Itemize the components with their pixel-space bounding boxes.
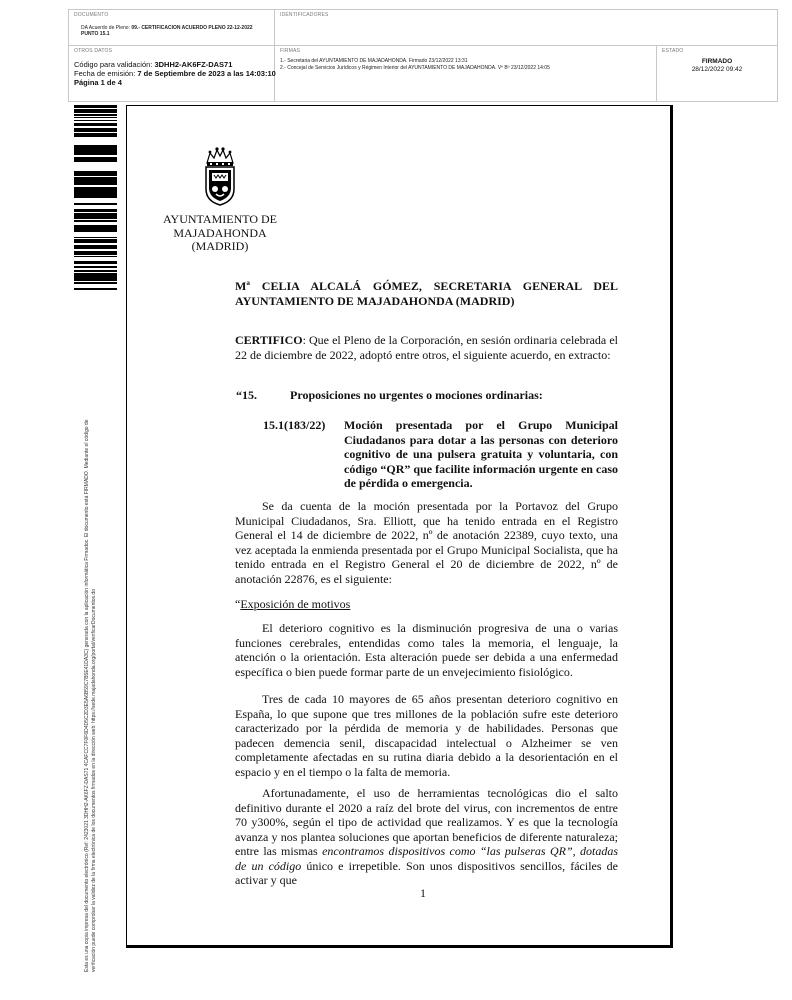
barcode-bar (74, 182, 117, 185)
paragraph-1: Se da cuenta de la moción presentada por la Portavoz del Grupo Municipal Ciudadanos, Sra. Elliott, que ha tenido entrada en el Registro General el 14 de diciembre de 2022, nº de anotación 22389, cuyo texto, una vez aceptada la enmienda presentada por el Grupo Municipal Socialista, que ha tenido entrada en el Registro General el 20 de diciembre de 2022, nº de anotación 22876, es el siguiente: (235, 499, 618, 586)
documento-prefix: DA Acuerdo de Pleno: (81, 25, 132, 31)
barcode-bar (74, 115, 117, 116)
page-number: 1 (420, 886, 426, 900)
documento-cell (69, 10, 275, 46)
otros-datos-text (74, 60, 276, 87)
pagina-indicator: Página 1 de 4 (74, 78, 122, 87)
barcode-bar (74, 241, 117, 242)
codigo-label: Código para validación: (74, 60, 155, 69)
barcode-bar (74, 288, 117, 289)
documento-text (81, 25, 271, 37)
codigo-value[interactable]: 3DHH2-AK6FZ-DAS71 (154, 60, 233, 69)
barcode-bar (74, 120, 117, 121)
otros-datos-cell (69, 46, 275, 101)
barcode-bar (74, 237, 117, 238)
barcode-bar (74, 181, 117, 182)
identificadores-cell (275, 10, 777, 46)
barcode-bar (74, 275, 117, 276)
barcode-bar (74, 209, 117, 212)
barcode-bar (74, 177, 117, 178)
firmas-label: FIRMAS (280, 48, 301, 54)
barcode-bar (74, 133, 117, 134)
verification-margin-text (84, 420, 98, 973)
barcode-bar (74, 171, 117, 173)
barcode-bar (74, 289, 117, 290)
barcode-bar (74, 190, 117, 192)
margin-line-1: Esta es una copia impresa del documento electrónico (Ref: 2423021 3DHH2-AK6FZ-DAS71 4CAFCC7F0F6D4D5C2D3E5A6B59C7B5E41DA3C) generada con la aplicación informática Firmadoc. El documento está FIRMADO. Mediante el código de (84, 419, 90, 972)
barcode-bar (74, 128, 117, 131)
barcode-bar (74, 254, 117, 255)
barcode-bar (74, 216, 117, 219)
barcode-bar (74, 123, 117, 125)
barcode-bar (74, 131, 117, 132)
paragraph-4-part-a: Afortunadamente, el uso de herramientas tecnológicas dio el salto definitivo durante el 2020 a raíz del brote del virus, con incrementos de entre 70 y300%, según el tipo de actividad que realizamos. Y es que la tecnología avanza y nos plantea soluciones que aportan beneficios de diferente naturaleza; entre las mismas (235, 786, 618, 858)
coat-of-arms-logo (201, 145, 239, 207)
firmas-cell (275, 46, 657, 101)
barcode-bar (74, 227, 117, 230)
proposition-number: “15. (236, 388, 257, 402)
barcode-bar (74, 245, 117, 246)
barcode-bar (74, 193, 117, 195)
proposition-title: Proposiciones no urgentes o mociones ordinarias: (290, 388, 543, 402)
organization-line-2: MAJADAHONDA (173, 225, 267, 240)
barcode-bar (74, 135, 117, 137)
barcode-bar (74, 114, 117, 115)
firma-1: 1.- Secretaria del AYUNTAMIENTO DE MAJADAHONDA. Firmado 23/12/2022 13:31 (280, 58, 468, 64)
barcode-bar (74, 267, 117, 268)
otros-datos-label: OTROS DATOS (74, 48, 113, 54)
barcode-bar (74, 195, 117, 196)
barcode-bar (74, 187, 117, 189)
barcode-bar (74, 276, 117, 278)
barcode-bar (74, 173, 117, 174)
barcode-bar (74, 174, 117, 175)
estado-label: ESTADO (662, 48, 684, 54)
firma-2: 2.- Concejal de Servicios Jurídicos y Régimen Interior del AYUNTAMIENTO DE MAJADAHONDA. Vº Bº 23/12/2022 14:05 (280, 64, 550, 71)
mocion-number: 15.1(183/22) (263, 418, 326, 432)
organization-name (150, 213, 290, 254)
barcode-bar (74, 256, 117, 257)
barcode-bar (74, 266, 117, 267)
barcode-bar (74, 134, 117, 135)
barcode-bar (74, 178, 117, 180)
identificadores-label: IDENTIFICADORES (280, 12, 329, 18)
barcode-bar (74, 146, 117, 147)
barcode-bar (74, 246, 117, 248)
exposicion-title: Exposición de motivos (240, 597, 351, 611)
barcode-bar (74, 283, 117, 284)
firmas-text (280, 58, 650, 71)
document-header-table (68, 9, 778, 102)
certifico-paragraph (235, 333, 618, 362)
certifico-label: CERTIFICO (235, 333, 303, 347)
barcode-bar (74, 230, 117, 232)
barcode-bar (74, 117, 117, 118)
barcode-bar (74, 159, 117, 162)
barcode-bar (74, 150, 117, 153)
barcode-bar (74, 273, 117, 275)
documento-title: 09.- CERTIFICACION ACUERDO PLENO 22-12-2022 (131, 25, 253, 31)
paragraph-3: Tres de cada 10 mayores de 65 años presentan deterioro cognitivo en España, lo que supone que tres millones de la población sufre este deterioro caracterizado por la pérdida de memoria y de habilidades. Personas que padecen demencia senil, discapacidad intelectual o Alzheimer se ven completamente afectadas en su rutina diaria debido a la desorientación en el espacio y en el tiempo o la falta de memoria. (235, 692, 618, 779)
barcode-bar (74, 261, 117, 263)
estado-text (657, 58, 777, 74)
estado-value: FIRMADO (701, 58, 733, 65)
barcode-bar (74, 278, 117, 281)
verification-barcode (74, 105, 117, 290)
barcode-bar (74, 157, 117, 159)
barcode-bar (74, 153, 117, 155)
fecha-value: 7 de Septiembre de 2023 a las 14:03:10 (137, 69, 276, 78)
documento-punto: PUNTO 15.1 (81, 31, 110, 37)
mocion-title: Moción presentada por el Grupo Municipal Ciudadanos para dotar a las personas con deterioro cognitivo de una pulsera gratuita y voluntaria, con código “QR” que facilite información urgente en caso de pérdida o emergencia. (344, 418, 618, 490)
barcode-bar (74, 196, 117, 198)
margin-line-2: verificación puede comprobar la validez de la firma electrónica de los documentos firmados en la dirección web: https://sede.majadahonda.org/portal/verificarDocumentos.do (91, 589, 97, 972)
barcode-bar (74, 175, 117, 176)
barcode-bar (74, 282, 117, 283)
barcode-bar (74, 147, 117, 150)
barcode-bar (74, 226, 117, 227)
barcode-bar (74, 105, 117, 108)
documento-label: DOCUMENTO (74, 12, 109, 18)
paragraph-2: El deterioro cognitivo es la disminución progresiva de una o varias funciones cerebrales, entendidas como tales la memoria, el lenguaje, la atención o la orientación. Esta alteración puede ser debida a una enfermedad específica o bien puede formar parte de un envejecimiento fisiológico. (235, 621, 618, 679)
paragraph-4-italic: encontramos dispositivos como “las pulseras QR”, dotadas de un código (235, 844, 618, 873)
barcode-bar (74, 263, 117, 264)
paragraph-4 (235, 786, 618, 888)
estado-date: 28/12/2022 09:42 (691, 66, 743, 73)
barcode-bar (74, 189, 117, 190)
barcode-bar (74, 220, 117, 222)
fecha-label: Fecha de emisión: (74, 69, 138, 78)
exposicion-quote: “ (235, 597, 241, 611)
barcode-bar (74, 145, 117, 146)
barcode-bar (74, 109, 117, 110)
certifico-text: : Que el Pleno de la Corporación, en sesión ordinaria celebrada el 22 de diciembre de 2022, adoptó entre otros, el siguiente acuerdo, en extracto: (235, 333, 618, 362)
barcode-bar (74, 270, 117, 272)
barcode-bar (74, 110, 117, 113)
paragraph-4-part-b: único e irrepetible. Son unos dispositivos sencillos, fáciles de activar y que (235, 858, 618, 887)
barcode-bar (74, 248, 117, 249)
barcode-bar (74, 242, 117, 243)
barcode-bar (74, 225, 117, 226)
barcode-bar (74, 180, 117, 181)
barcode-bar (74, 192, 117, 193)
barcode-bar (74, 251, 117, 254)
estado-cell (657, 46, 777, 101)
barcode-bar (74, 125, 117, 126)
exposicion-heading (235, 597, 350, 612)
barcode-bar (74, 213, 117, 216)
organization-line-1: AYUNTAMIENTO DE (162, 212, 278, 226)
document-heading: Mª CELIA ALCALÁ GÓMEZ, SECRETARIA GENERAL DEL AYUNTAMIENTO DE MAJADAHONDA (MADRID) (235, 279, 618, 308)
barcode-bar (74, 239, 117, 241)
organization-line-3: (MADRID) (191, 239, 249, 253)
barcode-bar (74, 203, 117, 205)
